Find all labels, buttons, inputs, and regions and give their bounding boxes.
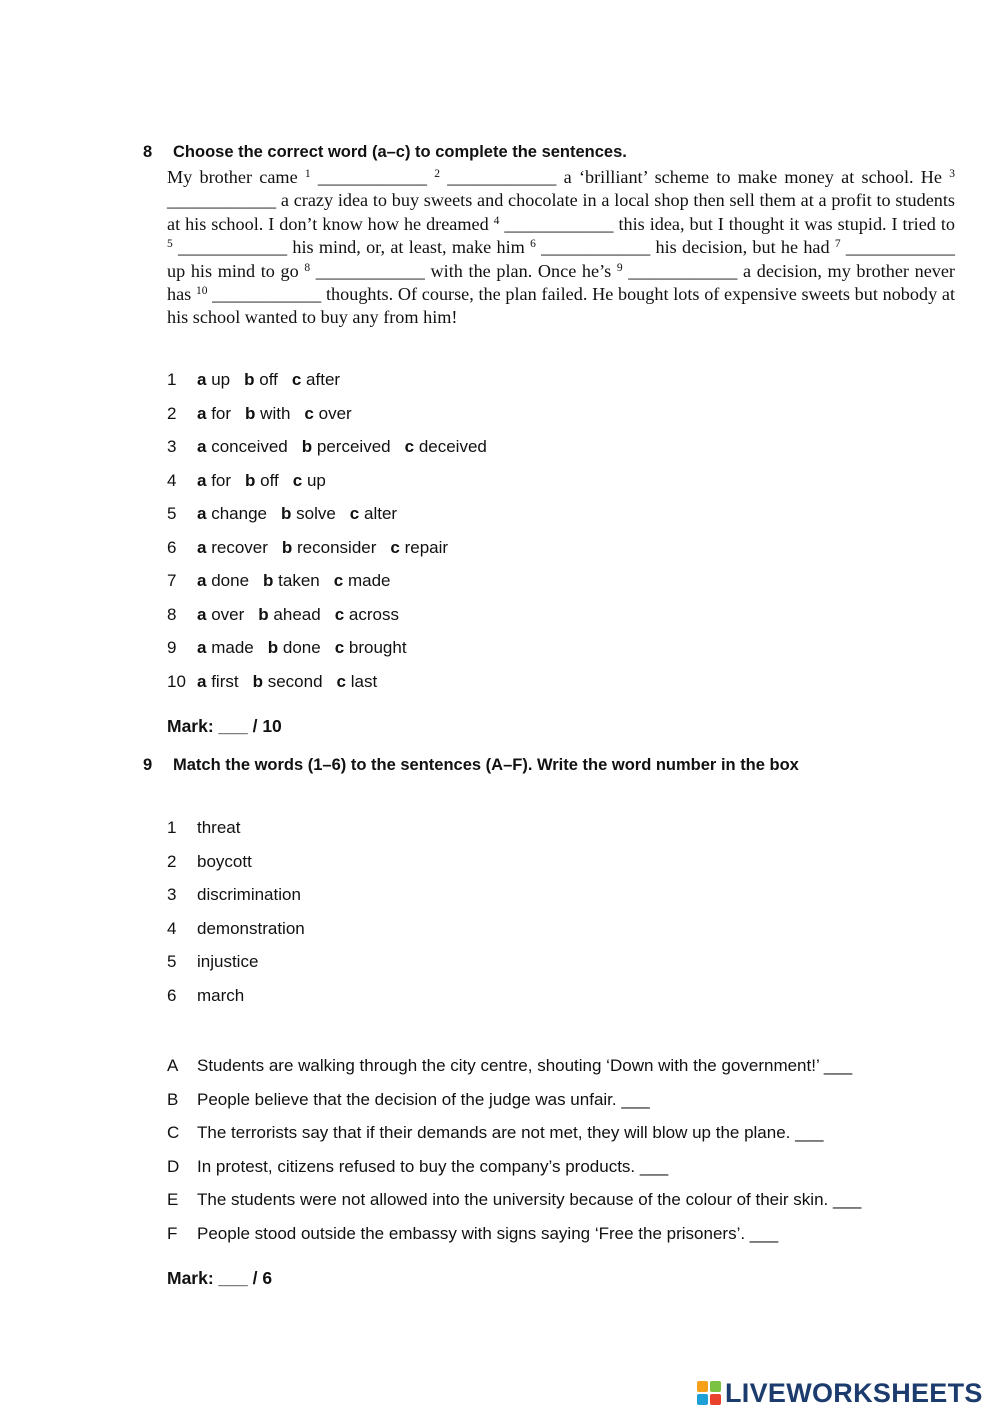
option-letter: c bbox=[349, 504, 360, 523]
passage-text: My brother came bbox=[167, 167, 305, 187]
liveworksheets-logo bbox=[697, 1378, 983, 1408]
word-number: 3 bbox=[167, 885, 177, 904]
option-c bbox=[390, 538, 448, 557]
gap-number: 6 bbox=[530, 238, 536, 251]
item-number: 7 bbox=[167, 571, 177, 590]
option-letter: b bbox=[267, 638, 279, 657]
option-letter: b bbox=[245, 470, 256, 490]
option-b bbox=[245, 471, 279, 490]
option-word: first bbox=[211, 671, 239, 691]
sentence-item bbox=[167, 1120, 861, 1154]
sentence-item bbox=[167, 1053, 861, 1087]
option-b bbox=[282, 538, 377, 557]
option-word: last bbox=[350, 671, 378, 691]
option-letter: c bbox=[333, 571, 344, 590]
sentence-item bbox=[167, 1087, 861, 1121]
option-item bbox=[167, 401, 501, 435]
option-c bbox=[335, 605, 399, 624]
gap-number: 7 bbox=[834, 238, 841, 251]
option-b bbox=[244, 370, 278, 389]
option-b bbox=[258, 605, 320, 624]
option-word: up bbox=[306, 470, 326, 490]
item-number: 10 bbox=[167, 671, 186, 691]
sentence-text: The students were not allowed into the university because of the colour of their skin. ___ bbox=[197, 1190, 862, 1210]
option-word: made bbox=[347, 571, 391, 590]
exercise-8-options-list bbox=[167, 367, 501, 702]
option-letter: a bbox=[197, 504, 207, 523]
sentence-letter: C bbox=[167, 1123, 180, 1143]
option-word: conceived bbox=[211, 437, 288, 456]
option-letter: b bbox=[280, 504, 292, 523]
passage-text: ____________ up his mind to go bbox=[167, 237, 955, 281]
option-word: solve bbox=[296, 504, 336, 523]
gap-number: 8 bbox=[304, 261, 311, 274]
option-letter: a bbox=[197, 370, 207, 389]
item-number: 2 bbox=[167, 403, 177, 423]
gap-number: 3 bbox=[949, 168, 955, 180]
word-text: demonstration bbox=[197, 918, 305, 938]
option-letter: b bbox=[244, 370, 255, 389]
option-item bbox=[167, 468, 501, 502]
option-word: recover bbox=[211, 537, 268, 557]
option-c bbox=[292, 370, 340, 389]
option-letter: c bbox=[404, 437, 415, 456]
option-b bbox=[268, 638, 321, 657]
option-letter: c bbox=[291, 370, 302, 389]
option-word: brought bbox=[348, 638, 407, 657]
option-c bbox=[405, 437, 487, 456]
option-c bbox=[334, 571, 391, 590]
word-item bbox=[167, 815, 305, 849]
option-word: up bbox=[211, 370, 231, 389]
option-letter: c bbox=[336, 671, 347, 691]
exercise-9-mark: Mark: ___ / 6 bbox=[167, 1268, 273, 1288]
option-a bbox=[197, 672, 239, 691]
option-a bbox=[197, 504, 267, 523]
option-word: after bbox=[306, 370, 341, 389]
gap-number: 10 bbox=[195, 285, 208, 298]
item-number: 8 bbox=[167, 604, 177, 624]
sentence-item bbox=[167, 1187, 861, 1221]
item-number: 9 bbox=[167, 638, 177, 657]
option-b bbox=[302, 437, 391, 456]
sentence-item bbox=[167, 1154, 861, 1188]
item-number: 3 bbox=[167, 437, 177, 456]
passage-text: ____________ a decision, my brother never has bbox=[167, 260, 955, 305]
passage-text: ____________ thoughts. Of course, the plan failed. He bought lots of expensive sweets but nobody at his school wanted to buy any from him! bbox=[167, 284, 955, 328]
sentence-text: The terrorists say that if their demands are not met, they will blow up the plane. ___ bbox=[197, 1123, 824, 1143]
sentence-letter: B bbox=[167, 1089, 179, 1109]
option-letter: c bbox=[304, 403, 314, 423]
sentence-text: People stood outside the embassy with signs saying ‘Free the prisoners’. ___ bbox=[197, 1223, 779, 1243]
option-a bbox=[197, 404, 231, 423]
option-word: off bbox=[260, 470, 279, 490]
option-letter: a bbox=[197, 638, 207, 657]
exercise-number: 8 bbox=[143, 143, 153, 161]
option-c bbox=[337, 672, 378, 691]
liveworksheets-logo-text: LIVEWORKSHEETS bbox=[725, 1377, 983, 1408]
option-b bbox=[253, 672, 323, 691]
word-text: boycott bbox=[197, 851, 252, 871]
option-word: done bbox=[282, 638, 321, 657]
item-number: 5 bbox=[167, 504, 177, 523]
exercise-9-heading bbox=[143, 756, 799, 775]
exercise-9-word-list bbox=[167, 815, 305, 1016]
option-a bbox=[197, 538, 268, 557]
option-letter: b bbox=[301, 437, 313, 456]
option-item bbox=[167, 568, 501, 602]
option-letter: a bbox=[197, 671, 207, 691]
option-word: with bbox=[260, 403, 291, 423]
option-word: across bbox=[348, 604, 399, 624]
option-word: reconsider bbox=[297, 537, 377, 557]
option-b bbox=[263, 571, 320, 590]
option-word: alter bbox=[364, 504, 398, 523]
option-c bbox=[304, 404, 351, 423]
option-word: second bbox=[267, 671, 323, 691]
item-number: 1 bbox=[167, 370, 177, 389]
option-word: off bbox=[259, 370, 278, 389]
passage-text: ____________ his mind, or, at least, make him bbox=[172, 237, 531, 258]
sentence-letter: D bbox=[167, 1156, 180, 1176]
option-a bbox=[197, 471, 231, 490]
option-b bbox=[245, 404, 290, 423]
option-word: over bbox=[318, 403, 352, 423]
option-letter: a bbox=[197, 470, 207, 490]
word-item bbox=[167, 916, 305, 950]
option-letter: b bbox=[258, 604, 269, 624]
word-text: threat bbox=[197, 818, 241, 837]
exercise-number: 9 bbox=[143, 756, 153, 774]
option-item bbox=[167, 635, 501, 669]
gap-number: 9 bbox=[616, 261, 623, 274]
option-letter: b bbox=[281, 537, 293, 557]
option-a bbox=[197, 437, 288, 456]
option-letter: c bbox=[292, 470, 303, 490]
exercise-8-heading bbox=[143, 143, 627, 162]
option-word: done bbox=[211, 571, 250, 590]
option-letter: a bbox=[197, 604, 207, 624]
passage-text: ____________ a crazy idea to buy sweets and chocolate in a local shop then sell them at a profit to students at his school. I don’t know how he dreamed bbox=[167, 190, 955, 234]
option-item bbox=[167, 501, 501, 535]
passage-text: ____________ his decision, but he had bbox=[535, 237, 835, 258]
option-word: deceived bbox=[418, 437, 487, 456]
item-number: 4 bbox=[167, 470, 177, 490]
passage-text: ____________ bbox=[310, 167, 435, 187]
option-item bbox=[167, 669, 501, 703]
liveworksheets-logo-icon bbox=[697, 1381, 721, 1405]
option-word: over bbox=[211, 604, 245, 624]
option-letter: c bbox=[334, 638, 345, 657]
option-item bbox=[167, 367, 501, 401]
gap-number: 1 bbox=[304, 168, 311, 180]
option-a bbox=[197, 605, 244, 624]
sentence-letter: F bbox=[167, 1223, 178, 1243]
passage-text: ____________ with the plan. Once he’s bbox=[310, 260, 617, 281]
option-c bbox=[335, 638, 407, 657]
option-word: for bbox=[211, 403, 232, 423]
sentence-text: Students are walking through the city centre, shouting ‘Down with the government!’ ___ bbox=[197, 1056, 853, 1075]
word-text: injustice bbox=[197, 952, 259, 971]
option-letter: a bbox=[197, 537, 207, 557]
word-number: 1 bbox=[167, 818, 177, 837]
option-word: ahead bbox=[273, 604, 321, 624]
item-number: 6 bbox=[167, 537, 177, 557]
sentence-text: In protest, citizens refused to buy the company’s products. ___ bbox=[197, 1156, 669, 1176]
option-item bbox=[167, 535, 501, 569]
word-item bbox=[167, 882, 305, 916]
option-a bbox=[197, 571, 249, 590]
option-b bbox=[281, 504, 336, 523]
option-letter: b bbox=[245, 403, 256, 423]
word-item bbox=[167, 983, 305, 1017]
option-word: change bbox=[211, 504, 267, 523]
option-item bbox=[167, 602, 501, 636]
option-c bbox=[293, 471, 326, 490]
word-item bbox=[167, 949, 305, 983]
option-item bbox=[167, 434, 501, 468]
word-number: 6 bbox=[167, 985, 177, 1005]
exercise-8-mark: Mark: ___ / 10 bbox=[167, 716, 282, 736]
option-letter: a bbox=[197, 403, 207, 423]
option-word: taken bbox=[278, 571, 320, 590]
option-a bbox=[197, 370, 230, 389]
option-letter: a bbox=[197, 571, 207, 590]
exercise-instruction: Match the words (1–6) to the sentences (A–F). Write the word number in the box bbox=[173, 756, 799, 774]
gap-number: 5 bbox=[167, 238, 173, 251]
cloze-passage bbox=[167, 166, 955, 330]
option-word: perceived bbox=[316, 437, 391, 456]
word-number: 2 bbox=[167, 851, 177, 871]
option-letter: b bbox=[252, 671, 263, 691]
option-letter: b bbox=[263, 571, 274, 590]
option-a bbox=[197, 638, 254, 657]
word-number: 4 bbox=[167, 918, 177, 938]
word-text: discrimination bbox=[197, 885, 301, 904]
sentence-letter: E bbox=[167, 1190, 179, 1210]
exercise-9-sentence-list bbox=[167, 1053, 861, 1255]
option-word: for bbox=[211, 470, 232, 490]
option-letter: c bbox=[334, 604, 345, 624]
passage-text: ____________ a ‘brilliant’ scheme to make money at school. He bbox=[440, 167, 950, 187]
option-c bbox=[350, 504, 397, 523]
option-word: made bbox=[211, 638, 254, 657]
exercise-instruction: Choose the correct word (a–c) to complete the sentences. bbox=[173, 143, 627, 161]
option-word: repair bbox=[404, 537, 449, 557]
sentence-text: People believe that the decision of the judge was unfair. ___ bbox=[197, 1089, 650, 1109]
gap-number: 2 bbox=[434, 168, 441, 180]
sentence-item bbox=[167, 1221, 861, 1255]
word-item bbox=[167, 849, 305, 883]
option-letter: a bbox=[197, 437, 207, 456]
option-letter: c bbox=[390, 537, 400, 557]
word-text: march bbox=[197, 985, 245, 1005]
sentence-letter: A bbox=[167, 1056, 179, 1075]
gap-number: 4 bbox=[493, 214, 500, 227]
word-number: 5 bbox=[167, 952, 177, 971]
passage-text: ____________ this idea, but I thought it was stupid. I tried to bbox=[499, 213, 955, 234]
